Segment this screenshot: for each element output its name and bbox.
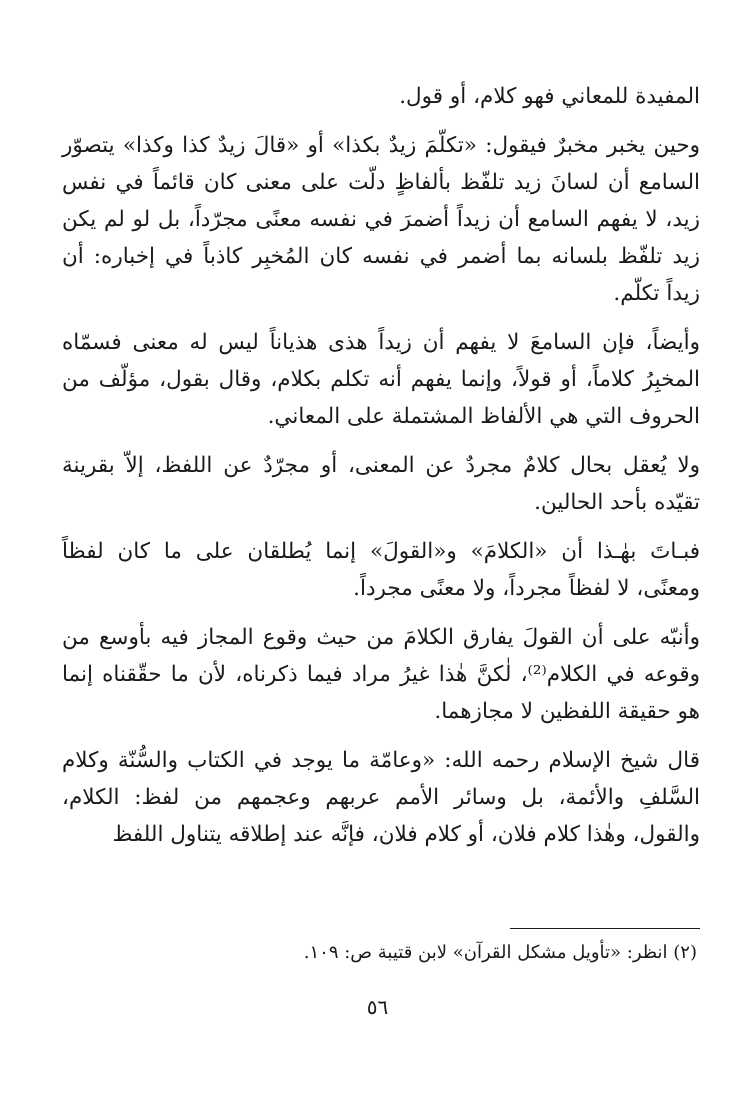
- footnote-divider: [510, 928, 700, 929]
- paragraph-6: وأنبّه على أن القولَ يفارق الكلامَ من حيث وقوع المجاز فيه بأوسع من وقوعه في الكلام⁽²⁾، لٰكنَّ هٰذا غيرُ مراد فيما ذكرناه، لأن ما حقّقناه إنما هو حقيقة اللفظين لا مجازهما.: [62, 625, 700, 724]
- page-number: ٥٦: [366, 995, 389, 1019]
- paragraph-3: وأيضاً، فإن السامعَ لا يفهم أن زيداً هذى هذياناً ليس له معنى فسمّاه المخبِرُ كلاماً، أو قولاً، وإنما يفهم أنه تكلم بكلام، وقال بقول، مؤلّف من الحروف التي هي الألفاظ المشتملة على المعاني.: [62, 330, 700, 429]
- main-text: [62, 78, 700, 865]
- paragraph-5: فبـاتَ بهٰـذا أن «الكلامَ» و«القولَ» إنما يُطلقان على ما كان لفظاً ومعنًى، لا لفظاً مجرداً، ولا معنًى مجرداً.: [62, 539, 700, 601]
- paragraph-4: ولا يُعقل بحال كلامٌ مجردٌ عن المعنى، أو مجرّدٌ عن اللفظ، إلاّ بقرينة تقيّده بأحد الحالين.: [62, 453, 700, 515]
- footnote: (٢) انظر: «تأويل مشكل القرآن» لابن قتيبة ص: ١٠٩.: [303, 942, 697, 963]
- paragraph-2: وحين يخبر مخبرٌ فيقول: «تكلّمَ زيدٌ بكذا» أو «قالَ زيدٌ كذا وكذا» يتصوّر السامع أن لسانَ زيد تلفّظ بألفاظٍ دلّت على معنى كان قائماً في نفس زيد، لا يفهم السامع أن زيداً أضمرَ في نفسه معنًى مجرّداً، بل لو لم يكن زيد تلفّظ بلسانه بما أضمر في نفسه كان المُخبِر كاذباً في إخباره: أن زيداً تكلّم.: [62, 133, 700, 306]
- paragraph-1: المفيدة للمعاني فهو كلام، أو قول.: [399, 84, 700, 109]
- paragraph-7: قال شيخ الإسلام رحمه الله: «وعامّة ما يوجد في الكتاب والسُّنّة وكلام السَّلفِ والأئمة، بل وسائر الأمم عربهم وعجمهم من لفظ: الكلام، والقول، وهٰذا كلام فلان، أو كلام فلان، فإنَّه عند إطلاقه يتناول اللفظ: [62, 748, 700, 847]
